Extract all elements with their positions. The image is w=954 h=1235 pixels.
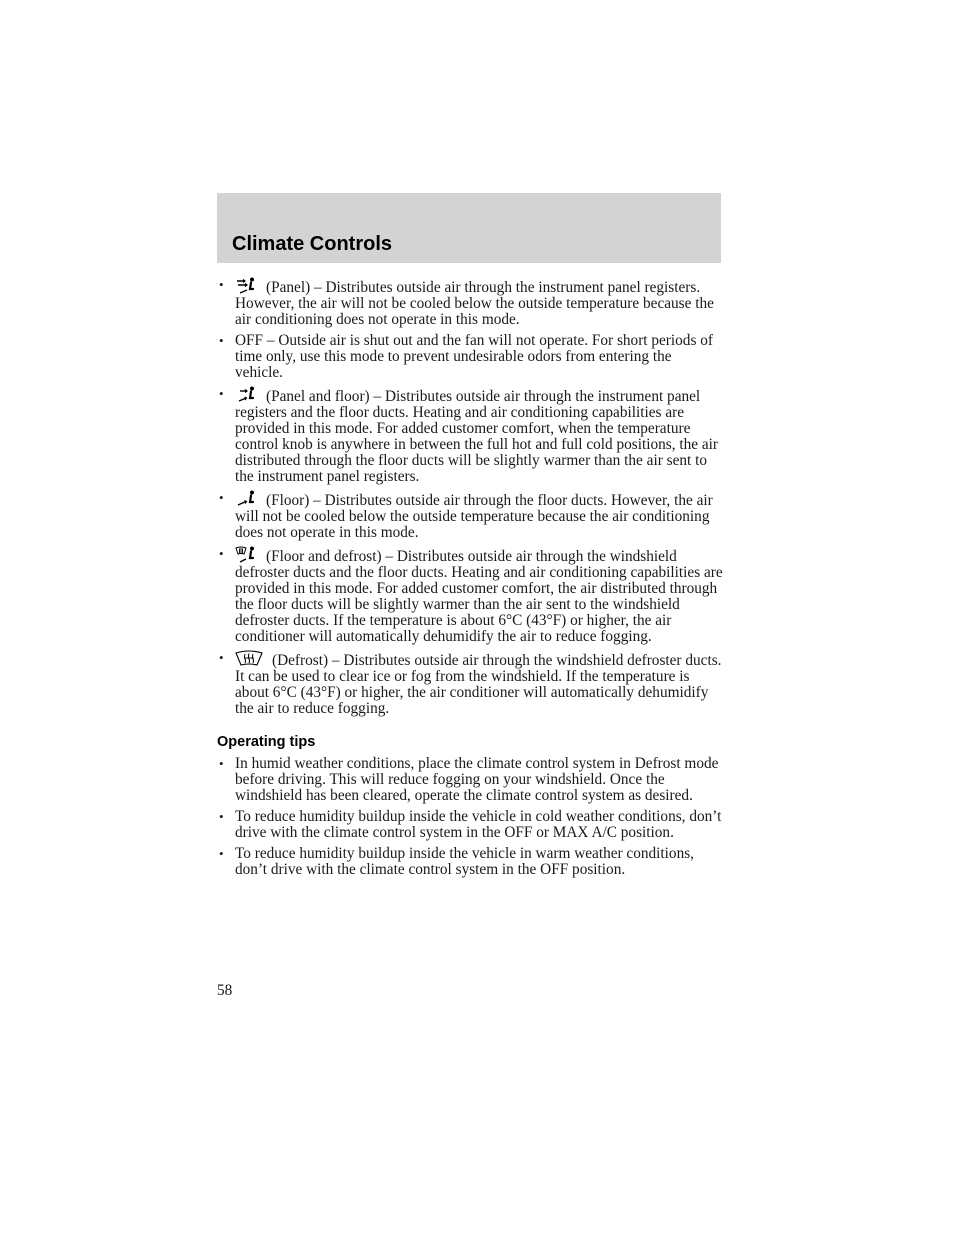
panel-vent-icon <box>235 277 257 295</box>
tip-text: To reduce humidity buildup inside the vehicle in warm weather conditions, don’t drive with the climate control system in the OFF position. <box>235 845 694 878</box>
operating-tips-heading: Operating tips <box>217 734 316 750</box>
page-number: 58 <box>217 982 233 999</box>
list-item <box>217 756 723 804</box>
bullet: • <box>219 277 224 292</box>
tip-text: In humid weather conditions, place the climate control system in Defrost mode before driving. This will reduce fogging on your windshield. Once the windshield has been cleared, operate the climate control system as desired. <box>235 755 719 804</box>
bullet: • <box>219 546 224 561</box>
mode-description: (Panel and floor) – Distributes outside air through the instrument panel registers and the floor ducts. Heating and air conditioning capabilities are provided in this mode. For added customer comfort, when the temperature control knob is anywhere in between the full hot and full cold positions, the air distributed through the floor ducts will be slightly warmer than the air sent to the instrument panel registers. <box>235 388 719 485</box>
list-item <box>217 277 723 328</box>
list-item <box>217 333 723 381</box>
list-item <box>217 546 723 645</box>
list-item <box>217 490 723 541</box>
list-item <box>217 809 723 841</box>
mode-description: (Floor) – Distributes outside air through the floor ducts. However, the air will not be cooled below the outside temperature because the air conditioning does not operate in this mode. <box>235 492 713 541</box>
mode-list <box>217 277 723 717</box>
bullet: • <box>219 846 224 861</box>
section-header-bar <box>217 193 721 263</box>
bullet: • <box>219 386 224 401</box>
bullet: • <box>219 756 224 771</box>
defrost-icon <box>235 650 263 668</box>
floor-defrost-icon <box>235 546 257 564</box>
page-title: Climate Controls <box>232 233 393 255</box>
panel-floor-vent-icon <box>235 386 257 404</box>
list-item <box>217 846 723 878</box>
page-content <box>217 277 723 883</box>
list-item <box>217 650 723 717</box>
mode-description: (Panel) – Distributes outside air through the instrument panel registers. However, the air will not be cooled below the outside temperature because the air conditioning does not operate in this mode. <box>235 279 714 328</box>
floor-vent-icon <box>235 490 257 508</box>
bullet: • <box>219 809 224 824</box>
bullet: • <box>219 490 224 505</box>
bullet: • <box>219 333 224 348</box>
list-item <box>217 386 723 485</box>
tips-list <box>217 756 723 878</box>
mode-description: (Floor and defrost) – Distributes outside air through the windshield defroster ducts and the floor ducts. Heating and air conditioning capabilities are provided in this mode. For added customer comfort, the air distributed through the floor ducts will be slightly warmer than the air sent to the windshield defroster ducts. If the temperature is about 6°C (43°F) or higher, the air conditioner will automatically dehumidify the air to reduce fogging. <box>235 548 723 645</box>
mode-description: OFF – Outside air is shut out and the fan will not operate. For short periods of time only, use this mode to prevent undesirable odors from entering the vehicle. <box>235 332 713 381</box>
bullet: • <box>219 650 224 665</box>
mode-description: (Defrost) – Distributes outside air through the windshield defroster ducts. It can be used to clear ice or fog from the windshield. If the temperature is about 6°C (43°F) or higher, the air conditioner will automatically dehumidify the air to reduce fogging. <box>235 652 722 717</box>
tip-text: To reduce humidity buildup inside the vehicle in cold weather conditions, don’t drive with the climate control system in the OFF or MAX A/C position. <box>235 808 722 841</box>
